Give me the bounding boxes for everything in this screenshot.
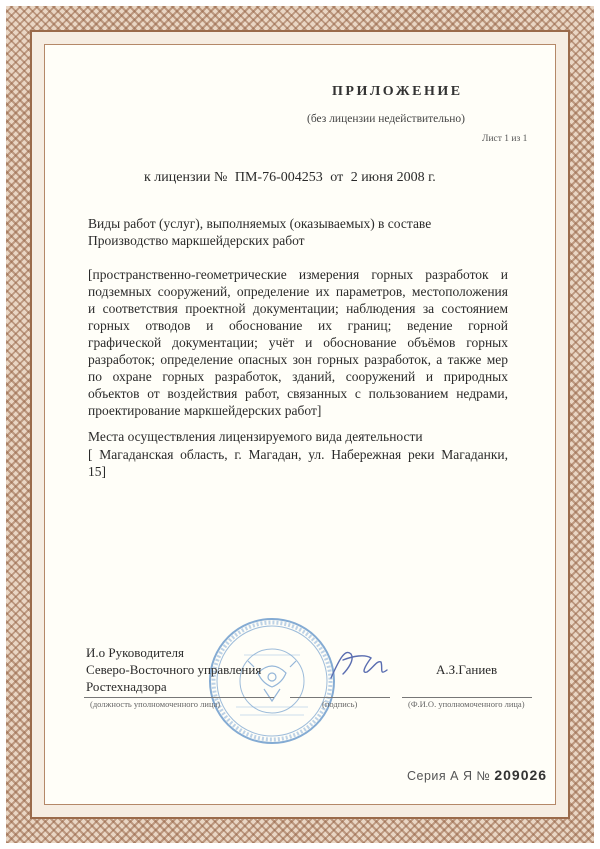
works-details-line: разработок; определение опасных зон горных разработок, а также мер xyxy=(88,352,508,367)
signatory-position-line: Ростехнадзора xyxy=(86,679,167,694)
document-subtitle: (без лицензии недействительно) xyxy=(307,113,466,125)
signatory-name: А.З.Ганиев xyxy=(436,662,498,677)
license-line xyxy=(144,170,440,186)
works-details-line: проектирование маркшейдерских работ] xyxy=(88,403,322,418)
caption-position: (должность уполномоченного лица) xyxy=(90,699,221,709)
location-line: 15] xyxy=(88,464,106,479)
works-details-line: и соответствия проектной документации; наблюдения за состоянием xyxy=(88,301,508,316)
works-details-line: горных отводов и обоснование их границ; ведение горной xyxy=(88,318,508,333)
position-underline xyxy=(84,697,274,698)
works-details-line: подземных сооружений, определение их параметров, местоположения xyxy=(88,284,508,299)
works-details-line: по охране горных разработок, зданий, сооружений и природных xyxy=(88,369,508,384)
caption-name: (Ф.И.О. уполномоченного лица) xyxy=(408,699,525,709)
sheet-number: Лист 1 из 1 xyxy=(482,134,528,144)
signatory-position-line: Северо-Восточного управления xyxy=(86,662,262,677)
signatory-position-line: И.о Руководителя xyxy=(86,645,184,660)
series-label: Серия А Я № xyxy=(407,769,491,783)
signatory-position xyxy=(86,644,261,695)
works-heading-line: Виды работ (услуг), выполняемых (оказываемых) в составе xyxy=(88,216,432,231)
location-line: [ Магаданская область, г. Магадан, ул. Набережная реки Магаданки, xyxy=(88,447,508,462)
series-number: 209026 xyxy=(494,767,548,783)
works-details-line: объектов от воздействия работ, связанных с пользованием недрами, xyxy=(88,386,508,401)
license-date: 2 июня 2008 г. xyxy=(350,170,436,185)
license-prefix: к лицензии № xyxy=(144,170,228,185)
works-heading-line: Производство маркшейдерских работ xyxy=(88,233,305,248)
location-section xyxy=(88,428,508,480)
works-details-line: графической документации; учёт и обоснование объёмов горных xyxy=(88,335,508,350)
signature-underline xyxy=(290,697,390,698)
works-details xyxy=(88,266,508,419)
blank-series xyxy=(407,767,547,783)
works-heading xyxy=(88,215,468,249)
license-number: ПМ-76-004253 xyxy=(234,170,323,185)
name-underline xyxy=(402,697,532,698)
location-heading: Места осуществления лицензируемого вида деятельности xyxy=(88,429,423,444)
license-date-prefix: от xyxy=(330,170,344,185)
caption-signature: (подпись) xyxy=(322,699,358,709)
works-details-line: [пространственно-геометрические измерения горных разработок и xyxy=(88,267,508,282)
handwritten-signature xyxy=(325,640,395,690)
document-title: ПРИЛОЖЕНИЕ xyxy=(332,84,463,99)
